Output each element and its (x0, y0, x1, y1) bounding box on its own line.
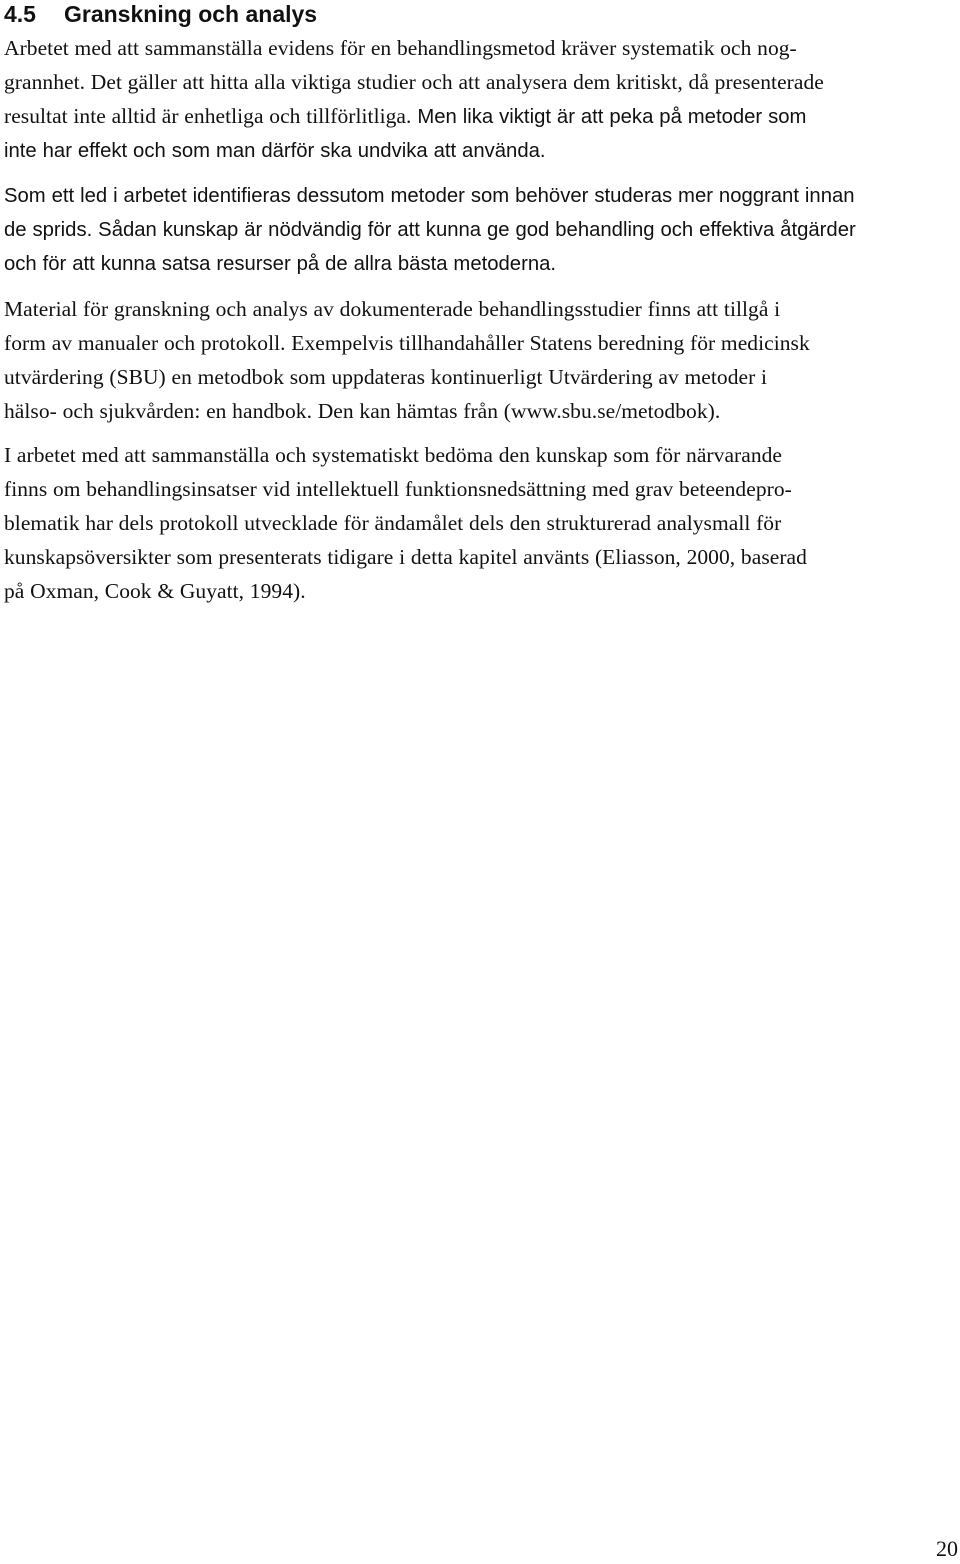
paragraph-line: kunskapsöversikter som presenterats tidigare i detta kapitel använts (Eliasson, 2000, baserad (4, 545, 807, 569)
paragraph-line: grannhet. Det gäller att hitta alla viktiga studier och att analysera dem kritiskt, då presenterade (4, 70, 824, 94)
paragraph-line: I arbetet med att sammanställa och systematiskt bedöma den kunskap som för närvarande (4, 443, 783, 467)
paragraph-line (4, 99, 956, 134)
paragraph-line: Arbetet med att sammanställa evidens för en behandlingsmetod kräver systematik och nog- (4, 36, 797, 60)
paragraph-intro (4, 31, 956, 168)
section-number: 4.5 (4, 1, 36, 27)
paragraph-line: och för att kunna satsa resurser på de allra bästa metoderna. (4, 253, 557, 275)
paragraph-line: hälso- och sjukvården: en handbok. Den kan hämtas från (www.sbu.se/metodbok). (4, 399, 721, 423)
paragraph-line: form av manualer och protokoll. Exempelvis tillhandahåller Statens beredning för medicinsk (4, 331, 810, 355)
paragraph-line: de sprids. Sådan kunskap är nödvändig för att kunna ge god behandling och effektiva åtgärder (4, 219, 856, 241)
page-number: 20 (936, 1536, 958, 1561)
paragraph-identified-methods (4, 179, 956, 281)
paragraph-line: blematik har dels protokoll utvecklade för ändamålet dels den strukturerad analysmall för (4, 511, 782, 535)
section-heading (4, 0, 317, 28)
paragraph-line-start: resultat inte alltid är enhetliga och tillförlitliga. (4, 104, 412, 128)
paragraph-line-sans-run: Men lika viktigt är att peka på metoder som (411, 106, 807, 128)
section-title: Granskning och analys (64, 1, 318, 27)
paragraph-line: finns om behandlingsinsatser vid intellektuell funktionsnedsättning med grav beteendepro- (4, 477, 792, 501)
paragraph-line: Material för granskning och analys av dokumenterade behandlingsstudier finns att tillgå i (4, 297, 781, 321)
paragraph-line: utvärdering (SBU) en metodbok som uppdateras kontinuerligt Utvärdering av metoder i (4, 365, 768, 389)
paragraph-line: inte har effekt och som man därför ska undvika att använda. (4, 140, 546, 162)
paragraph-work-method (4, 438, 956, 608)
paragraph-material (4, 292, 956, 428)
paragraph-line: Som ett led i arbetet identifieras dessutom metoder som behöver studeras mer noggrant innan (4, 185, 855, 207)
paragraph-line: på Oxman, Cook & Guyatt, 1994). (4, 579, 306, 603)
